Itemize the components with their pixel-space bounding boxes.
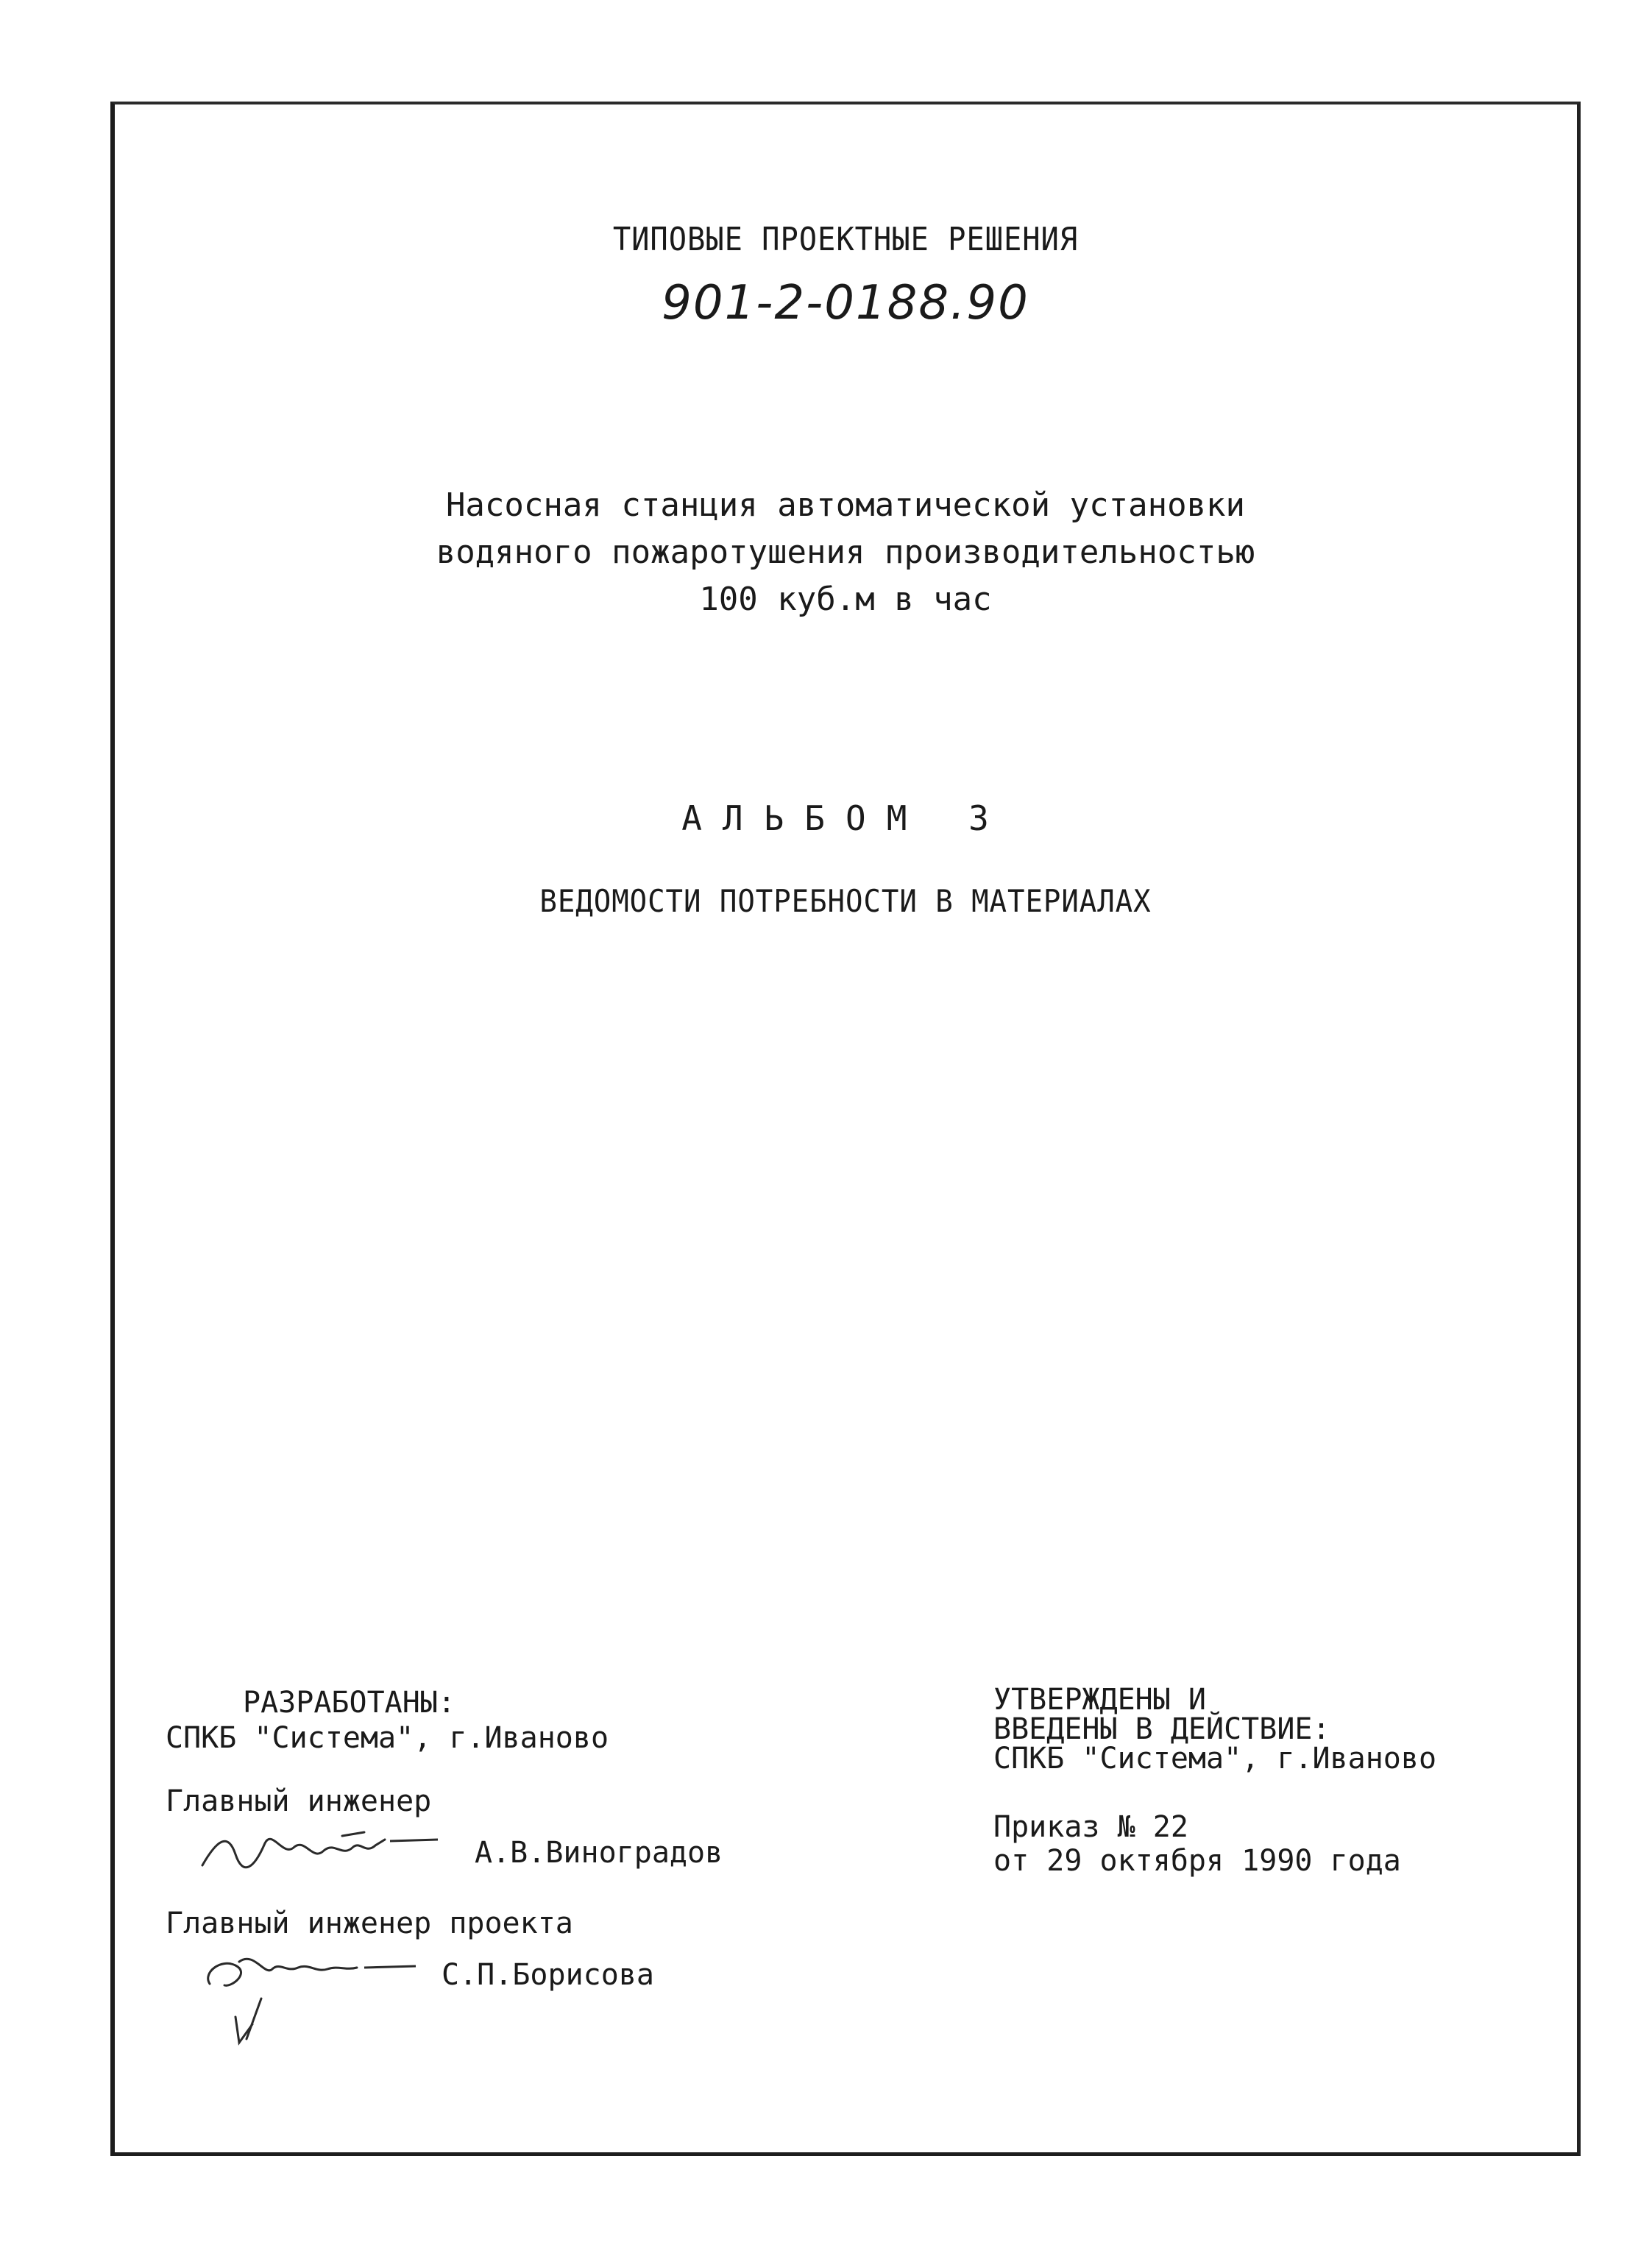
approved-by-heading: УТВЕРЖДЕНЫ И (993, 1683, 1206, 1717)
series-heading: ТИПОВЫЕ ПРОЕКТНЫЕ РЕШЕНИЯ (612, 221, 1079, 258)
signature-image (195, 1947, 430, 2050)
developed-by-heading: РАЗРАБОТАНЫ: (243, 1686, 455, 1720)
chief-engineer-signature-row (166, 1825, 828, 1878)
approval-order (993, 1810, 1553, 1878)
title-line: Насосная станция автоматической установки (445, 486, 1246, 524)
chief-engineer-name: А.В.Виноградов (475, 1836, 723, 1870)
document-title (110, 482, 1581, 623)
album-subtitle: ВЕДОМОСТИ ПОТРЕБНОСТИ В МАТЕРИАЛАХ (539, 883, 1152, 919)
approved-by-heading: ВВЕДЕНЫ В ДЕЙСТВИЕ: (993, 1712, 1330, 1746)
title-line: водяного пожаротушения производительностью (436, 533, 1255, 571)
approved-by-block (993, 1685, 1553, 1878)
project-engineer-name: С.П.Борисова (442, 1958, 654, 1992)
chief-engineer-role: Главный инженер (166, 1784, 432, 1818)
developer-organization: СПКБ "Система", г.Иваново (166, 1721, 609, 1755)
approver-organization: СПКБ "Система", г.Иваново (993, 1742, 1437, 1776)
developed-by-block (166, 1685, 828, 2000)
title-line: 100 куб.м в час (699, 581, 992, 618)
document-number: 901-2-0188.90 (662, 276, 1029, 330)
album-label: АЛЬБОМ 3 (681, 798, 1010, 838)
order-date: от 29 октября 1990 года (993, 1844, 1401, 1878)
project-engineer-signature-row (166, 1947, 828, 2000)
order-number: Приказ № 22 (993, 1810, 1188, 1844)
signature-image (195, 1825, 445, 1876)
project-engineer-role: Главный инженер проекта (166, 1907, 573, 1940)
